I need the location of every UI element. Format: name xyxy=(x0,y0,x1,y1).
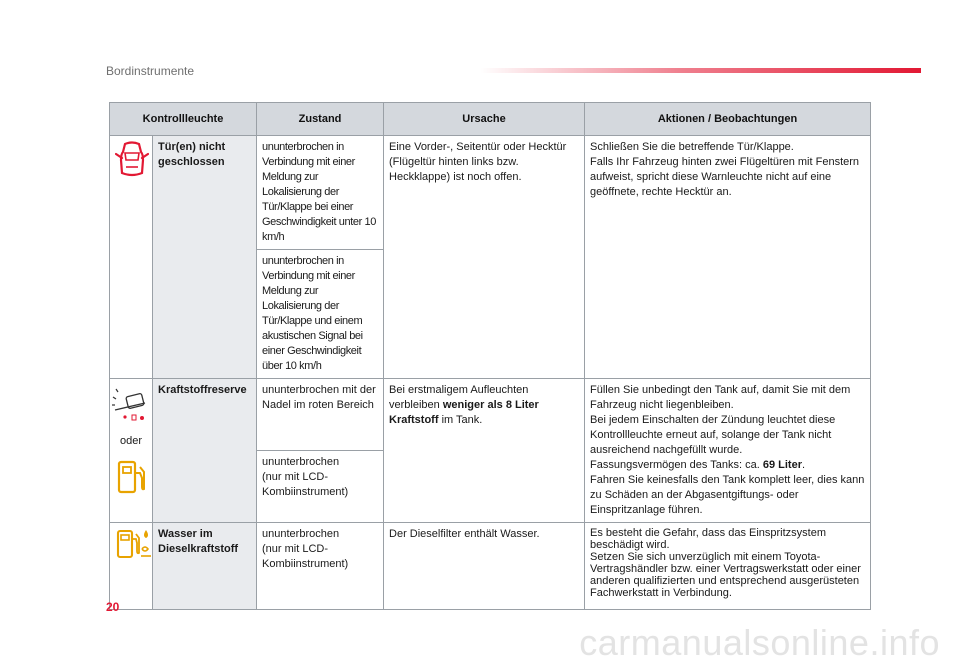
door-open-warning-icon xyxy=(115,171,149,183)
row-name-water: Wasser im Dieselkraftstoff xyxy=(153,523,257,610)
header-kontrollleuchte: Kontrollleuchte xyxy=(110,103,257,136)
action-fuel-bold: 69 Liter xyxy=(762,459,802,471)
cause-fuel-text: Bei erstmaligem Aufleuchten verbleiben xyxy=(389,384,529,411)
header-accent-bar xyxy=(480,68,921,73)
watermark: carmanualsonline.info xyxy=(579,622,940,663)
icon-cell xyxy=(110,523,153,610)
action-water: Es besteht die Gefahr, dass das Einspritzsystem beschädigt wird. Setzen Sie sich unverzüglich mit einem Toyota-Vertragshändler bzw. einer Vertragswerkstatt oder einer anderen qualifizierten und entsprechend ausgerüsteten Fachwerkstatt in Verbindung. xyxy=(585,523,871,610)
cause-fuel-bold: weniger als 8 Liter Kraftstoff xyxy=(389,399,539,426)
header-zustand: Zustand xyxy=(257,103,384,136)
oder-label: oder xyxy=(119,435,143,447)
table-header-row xyxy=(110,103,871,136)
icon-cell xyxy=(110,379,153,523)
state-door-fast: ununterbrochen in Verbindung mit einer Meldung zur Lokalisierung der Tür/Klappe und einem akustischen Signal bei einer Geschwindigkeit über 10 km/h xyxy=(257,250,384,379)
fuel-gauge-icon xyxy=(111,383,151,428)
page-number: 20 xyxy=(106,600,120,614)
state-door-slow: ununterbrochen in Verbindung mit einer Meldung zur Lokalisierung der Tür/Klappe bei einer Geschwindigkeit unter 10 km/h xyxy=(257,136,384,250)
action-fuel-end: . Fahren Sie keinesfalls den Tank komplett leer, dies kann zu Schäden an der Abgasentgiftungs- oder Einspritzanlage führen. xyxy=(590,459,865,516)
cause-door: Eine Vorder-, Seitentür oder Hecktür (Flügeltür hinten links bzw. Heckklappe) ist noch offen. xyxy=(384,136,585,379)
action-fuel-text: Füllen Sie unbedingt den Tank auf, damit Sie mit dem Fahrzeug nicht liegenbleiben. Bei jedem Einschalten der Zündung leuchtet diese Kontrollleuchte erneut auf, solange der Tank nicht ausreichend nachgefüllt wurde. Fassungsvermögen des Tanks: ca. xyxy=(590,384,851,471)
cause-water: Der Dieselfilter enthält Wasser. xyxy=(384,523,585,610)
action-fuel xyxy=(585,379,871,523)
warning-lights-table xyxy=(109,102,871,610)
table-row xyxy=(110,379,871,451)
cause-fuel-end: im Tank. xyxy=(438,414,483,426)
row-name-door: Tür(en) nicht geschlossen xyxy=(153,136,257,379)
cause-fuel xyxy=(384,379,585,523)
action-door: Schließen Sie die betreffende Tür/Klappe. Falls Ihr Fahrzeug hinten zwei Flügeltüren mit Fenstern aufweist, spricht diese Warnleuchte nicht auf eine geöffnete, rechte Hecktür an. xyxy=(585,136,871,379)
table-row xyxy=(110,136,871,250)
row-name-fuel: Kraftstoffreserve xyxy=(153,379,257,523)
icon-cell xyxy=(110,136,153,379)
water-in-diesel-icon xyxy=(115,552,153,564)
state-fuel-lcd: ununterbrochen (nur mit LCD-Kombiinstrument) xyxy=(257,451,384,523)
table-row xyxy=(110,523,871,610)
state-water: ununterbrochen (nur mit LCD-Kombiinstrument) xyxy=(257,523,384,610)
fuel-pump-icon xyxy=(114,459,148,500)
header-ursache: Ursache xyxy=(384,103,585,136)
state-fuel-needle: ununterbrochen mit der Nadel im roten Bereich xyxy=(257,379,384,451)
section-title: Bordinstrumente xyxy=(106,64,195,78)
header-aktionen: Aktionen / Beobachtungen xyxy=(585,103,871,136)
